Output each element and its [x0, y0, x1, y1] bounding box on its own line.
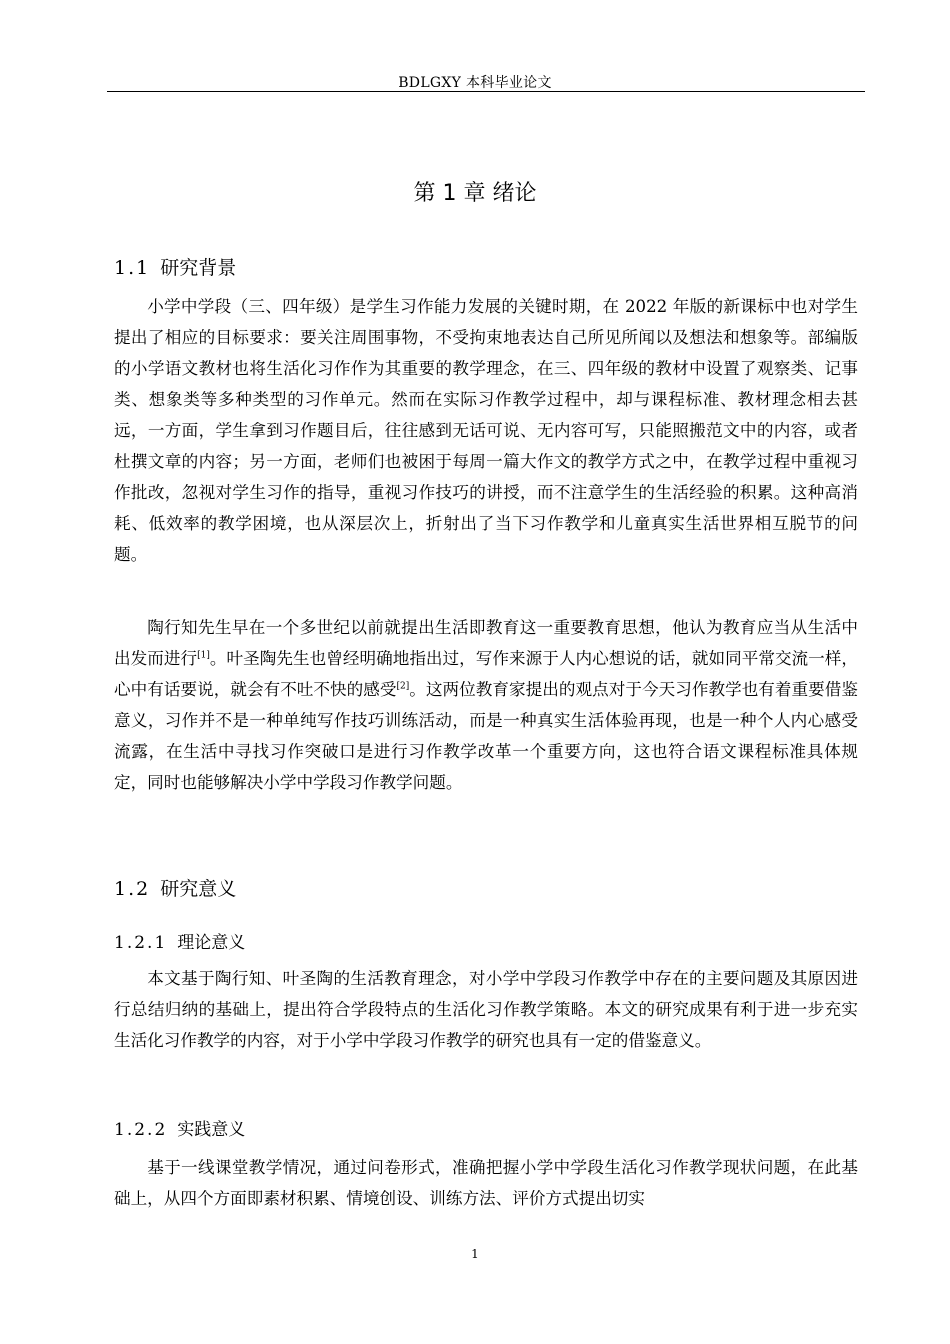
section-title: 研究意义: [160, 878, 237, 900]
section-title: 理论意义: [177, 933, 246, 953]
section-heading-1-2: [114, 874, 236, 901]
page-number: 1: [471, 1247, 479, 1261]
running-header: BDLGXY 本科毕业论文: [398, 75, 552, 91]
section-heading-1-2-2: [114, 1115, 245, 1140]
header-rule: [107, 91, 865, 92]
citation-ref-1: [1]: [197, 650, 210, 661]
paragraph-text: 。这两位教育家提出的观点对于今天习作教学也有着重要借鉴意义，习作并不是一种单纯写作技巧训练活动，而是一种真实生活体验再现，也是一种个人内心感受流露，在生活中寻找习作突破口是进行习作教学改革一个重要方向，这也符合语文课程标准具体规定，同时也能够解决小学中学段习作教学问题。: [114, 680, 859, 792]
section-heading-1-1: [114, 253, 236, 280]
section-number: 1.1: [114, 257, 151, 279]
paragraph-text: 陶行知先生早在一个多世纪以前就提出生活即教育这一重要教育思想，他认为教育应当从生活中出发而进行: [114, 618, 858, 668]
section-number: 1.2: [114, 878, 151, 900]
section-title: 研究背景: [160, 257, 237, 279]
paragraph-background-2: [114, 612, 858, 798]
section-title: 实践意义: [177, 1120, 246, 1140]
paragraph-practical-significance: 基于一线课堂教学情况，通过问卷形式，准确把握小学中学段生活化习作教学现状问题，在此基础上，从四个方面即素材积累、情境创设、训练方法、评价方式提出切实: [114, 1158, 858, 1208]
citation-ref-2: [2]: [396, 681, 410, 692]
section-number: 1.2.2: [114, 1120, 168, 1140]
paragraph-background-1: 小学中学段（三、四年级）是学生习作能力发展的关键时期，在 2022 年版的新课标中也对学生提出了相应的目标要求：要关注周围事物，不受拘束地表达自己所见所闻以及想法和想象等。部编版的小学语文教材也将生活化习作作为其重要的教学理念，在三、四年级的教材中设置了观察类、记事类、想象类等多种类型的习作单元。然而在实际习作教学过程中，却与课程标准、教材理念相去甚远，一方面，学生拿到习作题目后，往往感到无话可说、无内容可写，只能照搬范文中的内容，或者杜撰文章的内容；另一方面，老师们也被困于每周一篇大作文的教学方式之中，在教学过程中重视习作批改，忽视对学生习作的指导，重视习作技巧的讲授，而不注意学生的生活经验的积累。这种高消耗、低效率的教学困境，也从深层次上，折射出了当下习作教学和儿童真实生活世界相互脱节的问题。: [114, 297, 858, 564]
chapter-title: 第 1 章 绪论: [413, 181, 537, 206]
paragraph-theoretical-significance: 本文基于陶行知、叶圣陶的生活教育理念，对小学中学段习作教学中存在的主要问题及其原因进行总结归纳的基础上，提出符合学段特点的生活化习作教学策略。本文的研究成果有利于进一步充实生活化习作教学的内容，对于小学中学段习作教学的研究也具有一定的借鉴意义。: [114, 969, 858, 1050]
section-number: 1.2.1: [114, 933, 168, 953]
section-heading-1-2-1: [114, 928, 245, 953]
paragraph-text: 。叶圣陶先生也曾经明确地指出过，写作来源于人内心想说的话，就如同平常交流一样，心中有话要说，就会有不吐不快的感受: [114, 649, 859, 699]
